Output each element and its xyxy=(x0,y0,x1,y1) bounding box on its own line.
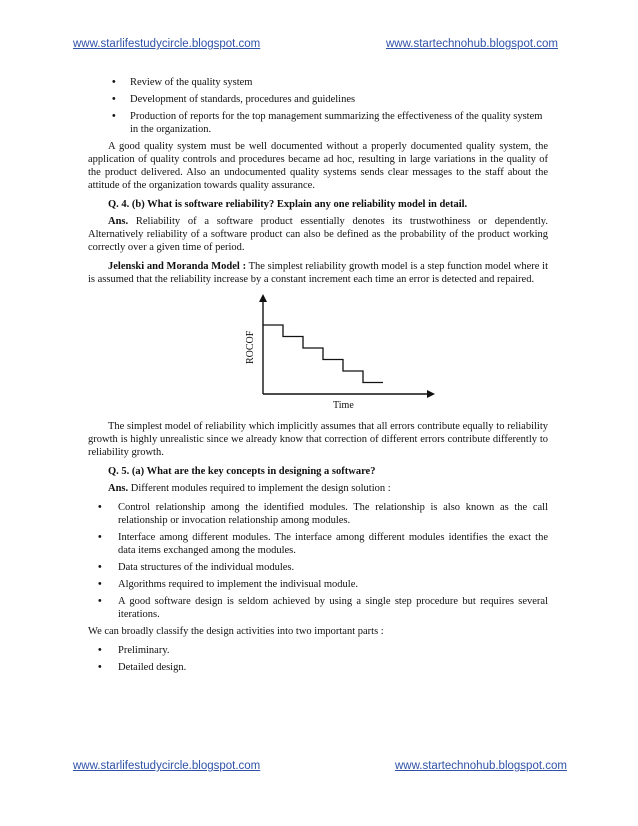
classify-paragraph: We can broadly classify the design activities into two important parts : xyxy=(88,626,384,637)
answer-text: Reliability of a software product essentially denotes its trustwothiness or dependently. Alternatively reliability of a software product can also be defined as the probability of the product working correctly over a given time of period. xyxy=(88,216,548,253)
bullet-icon: • xyxy=(98,562,102,573)
bullet-icon: • xyxy=(98,532,102,543)
bullet-icon: • xyxy=(98,579,102,590)
answer-label: Ans. xyxy=(108,483,129,494)
bullet-icon: • xyxy=(112,111,116,122)
reliability-chart-svg xyxy=(88,292,548,412)
list-item xyxy=(106,93,548,106)
bullet-text: Development of standards, procedures and guidelines xyxy=(130,94,356,105)
header-left-link[interactable]: www.starlifestudycircle.blogspot.com xyxy=(73,38,261,50)
bullet-text: Preliminary. xyxy=(118,645,170,656)
question-5-answer xyxy=(88,482,548,495)
list-item xyxy=(92,661,548,674)
question-4-answer xyxy=(88,215,548,254)
answer-label: Ans. xyxy=(108,216,129,227)
question-4-heading: Q. 4. (b) What is software reliability? Explain any one reliability model in detail. xyxy=(108,199,468,210)
paragraph-quality: A good quality system must be well documented without a properly documented quality system, the application of quality controls and procedures became ad hoc, resulting in large variations in the quality of the product delivered. Also an undocumented quality systems sends clear messages to the staff about the attitude of the organization towards quality assurance. xyxy=(88,141,548,191)
answer-text: Different modules required to implement the design solution : xyxy=(130,483,391,494)
x-axis-label: Time xyxy=(333,400,354,411)
bullet-text: Data structures of the individual modules. xyxy=(118,562,295,573)
list-item xyxy=(92,501,548,527)
bullet-text: Production of reports for the top management summarizing the effectiveness of the quality system in the organization. xyxy=(130,111,543,135)
question-5-heading: Q. 5. (a) What are the key concepts in designing a software? xyxy=(108,466,376,477)
page-content xyxy=(88,76,548,678)
bullet-text: Control relationship among the identified modules. The relationship is also known as the call relationship or invocation relationship among modules. xyxy=(118,502,548,526)
footer-left-link[interactable]: www.starlifestudycircle.blogspot.com xyxy=(73,760,261,772)
bullet-icon: • xyxy=(112,77,116,88)
bullet-icon: • xyxy=(98,596,102,607)
y-axis-label: ROCOF xyxy=(245,330,256,364)
bullet-text: Interface among different modules. The interface among different modules identifies the exact the data items exchanged among the modules. xyxy=(118,532,548,556)
bullet-text: Algorithms required to implement the indivisual module. xyxy=(118,579,359,590)
list-item xyxy=(92,578,548,591)
model-text: The simplest reliability growth model is a step function model where it is assumed that the reliability increase by a constant increment each time an error is detected and repaired. xyxy=(88,261,549,285)
model-paragraph xyxy=(88,260,548,286)
list-item xyxy=(92,561,548,574)
bullet-icon: • xyxy=(98,662,102,673)
bullet-icon: • xyxy=(112,94,116,105)
reliability-chart xyxy=(88,292,548,412)
bullet-icon: • xyxy=(98,502,102,513)
list-item xyxy=(106,110,548,136)
y-axis-arrow-icon xyxy=(259,294,267,302)
bullet-text: A good software design is seldom achieved by using a single step procedure but requires several iterations. xyxy=(118,596,548,620)
list-item xyxy=(92,531,548,557)
model-label: Jelenski and Moranda Model : xyxy=(108,261,247,272)
bullet-text: Detailed design. xyxy=(118,662,187,673)
bullet-text: Review of the quality system xyxy=(130,77,253,88)
bullet-icon: • xyxy=(98,645,102,656)
paragraph-after-chart: The simplest model of reliability which implicitly assumes that all errors contribute equally to reliability growth is highly unrealistic since we already know that correction of different errors contribute differently to reliability growth. xyxy=(88,421,548,458)
x-axis-arrow-icon xyxy=(427,390,435,398)
series-line xyxy=(263,325,383,383)
list-item xyxy=(92,595,548,621)
header-right-link[interactable]: www.startechnohub.blogspot.com xyxy=(386,38,558,50)
footer-right-link[interactable]: www.startechnohub.blogspot.com xyxy=(395,760,567,772)
list-item xyxy=(92,644,548,657)
list-item xyxy=(106,76,548,89)
